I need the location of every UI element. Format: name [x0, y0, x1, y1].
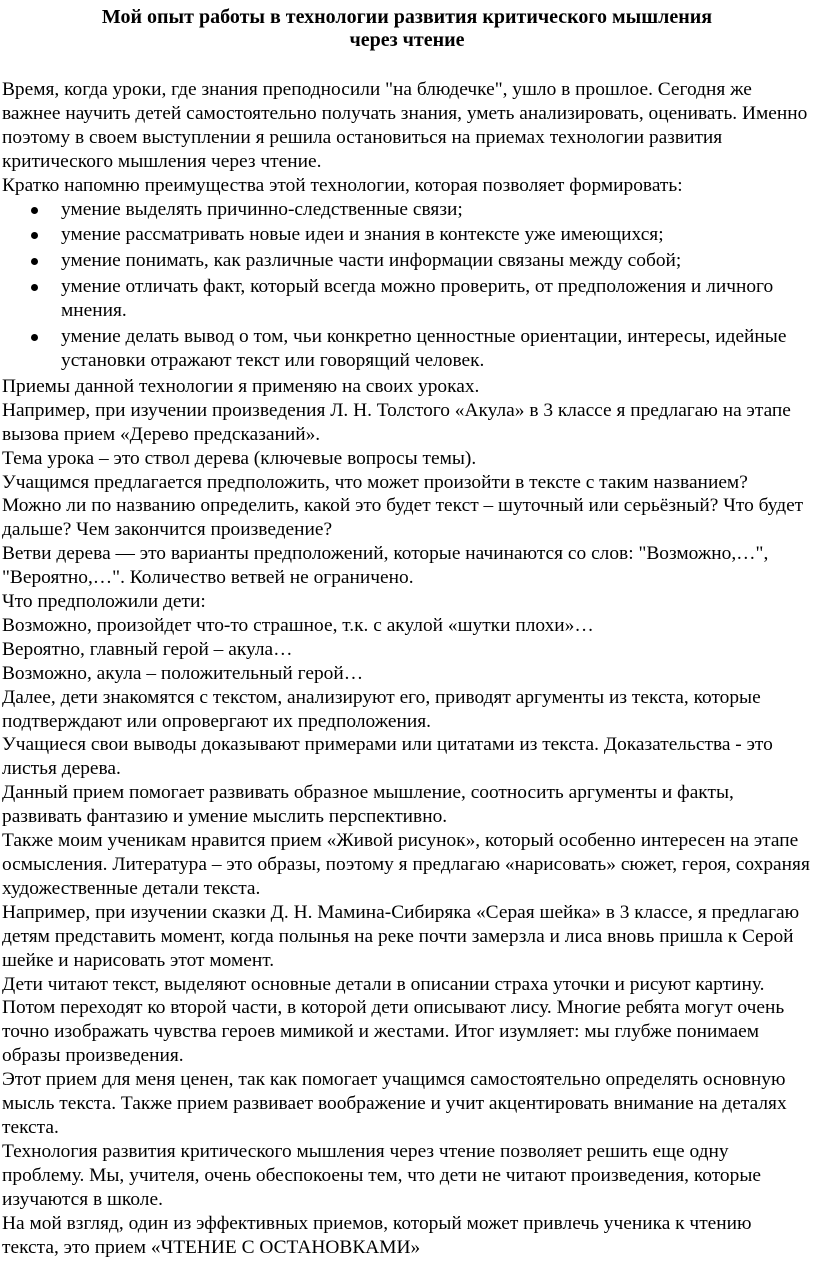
- paragraph: Далее, дети знакомятся с текстом, анализируют его, приводят аргументы из текста, которые подтверждают или опровергают их предположения.: [2, 686, 761, 732]
- paragraph: Учащимся предлагается предположить, что может произойти в тексте с таким названием? Можно ли по названию определить, какой это будет текст – шуточный или серьёзный? Что будет дальше? Чем закончится произведение?: [2, 471, 804, 541]
- paragraph: Что предположили дети:: [2, 591, 206, 613]
- paragraph: На мой взгляд, один из эффективных приемов, который может привлечь ученика к чтению текста, это прием «ЧТЕНИЕ С ОСТАНОВКАМИ»: [2, 1212, 752, 1258]
- paragraph: Данный прием помогает развивать образное мышление, соотносить аргументы и факты, развивать фантазию и умение мыслить перспективно.: [2, 782, 734, 828]
- list-item: умение рассматривать новые идеи и знания в контексте уже имеющихся;: [61, 223, 812, 247]
- list-item: умение делать вывод о том, чьи конкретно ценностные ориентации, интересы, идейные установки отражают текст или говорящий человек.: [61, 325, 812, 373]
- document-title: [2, 6, 812, 52]
- paragraph: Возможно, акула – положительный герой…: [2, 662, 364, 684]
- list-item: умение выделять причинно-следственные связи;: [61, 198, 812, 222]
- paragraph: Возможно, произойдет что-то страшное, т.к. с акулой «шутки плохи»…: [2, 614, 594, 636]
- paragraph: Дети читают текст, выделяют основные детали в описании страха уточки и рисуют картину. Потом переходят ко второй части, в которой дети описывают лису. Многие ребята могут очень точно изображать чувства героев мимикой и жестами. Итог изумляет: мы глубже понимаем образы произведения.: [2, 973, 785, 1067]
- paragraph: Ветви дерева — это варианты предположений, которые начинаются со слов: "Возможно,…", "Вероятно,…". Количество ветвей не ограничено.: [2, 543, 769, 589]
- paragraph: Тема урока – это ствол дерева (ключевые вопросы темы).: [2, 447, 477, 469]
- title-line-2: через чтение: [349, 29, 465, 51]
- title-line-1: Мой опыт работы в технологии развития критического мышления: [101, 6, 713, 28]
- paragraph: Например, при изучении сказки Д. Н. Мамина-Сибиряка «Серая шейка» в 3 классе, я предлагаю детям представить момент, когда полынья на реке почти замерзла и лиса вновь пришла к Серой шейке и нарисовать этот момент.: [2, 901, 800, 971]
- paragraph: Учащиеся свои выводы доказывают примерами или цитатами из текста. Доказательства - это листья дерева.: [2, 734, 773, 780]
- intro-paragraph: Время, когда уроки, где знания преподносили "на блюдечке", ушло в прошлое. Сегодня же важнее научить детей самостоятельно получать знания, уметь анализировать, оценивать. Именно поэтому в своем выступлении я решила остановиться на приемах технологии развития критического мышления через чтение.: [2, 79, 808, 172]
- paragraph: Также моим ученикам нравится прием «Живой рисунок», который особенно интересен на этапе осмысления. Литература – это образы, поэтому я предлагаю «нарисовать» сюжет, героя, сохраняя художественные детали текста.: [2, 830, 810, 899]
- advantages-list: [2, 198, 812, 373]
- paragraph: Вероятно, главный герой – акула…: [2, 638, 293, 660]
- paragraph: Например, при изучении произведения Л. Н. Толстого «Акула» в 3 классе я предлагаю на этапе вызова прием «Дерево предсказаний».: [2, 399, 791, 445]
- document-body: [2, 78, 812, 1259]
- advantages-intro: Кратко напомню преимущества этой технологии, которая позволяет формировать:: [2, 174, 683, 196]
- paragraph: Приемы данной технологии я применяю на своих уроках.: [2, 375, 480, 397]
- list-item: умение понимать, как различные части информации связаны между собой;: [61, 249, 812, 273]
- paragraph: Технология развития критического мышления через чтение позволяет решить еще одну проблему. Мы, учителя, очень обеспокоены тем, что дети не читают произведения, которые изучаются в школе.: [2, 1140, 761, 1210]
- paragraph: Этот прием для меня ценен, так как помогает учащимся самостоятельно определять основную мысль текста. Также прием развивает воображение и учит акцентировать внимание на деталях текста.: [2, 1069, 787, 1138]
- list-item: умение отличать факт, который всегда можно проверить, от предположения и личного мнения.: [61, 275, 812, 323]
